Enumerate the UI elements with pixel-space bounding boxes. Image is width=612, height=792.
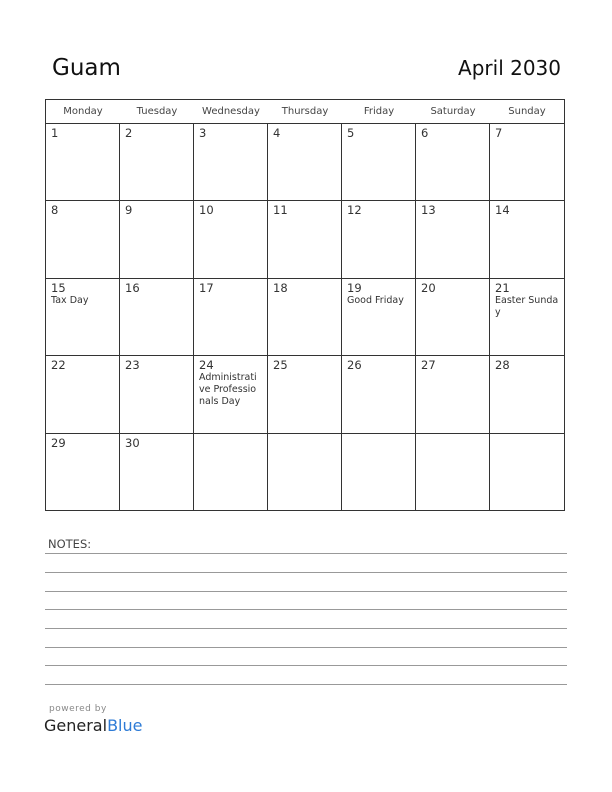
day-cell xyxy=(268,124,342,201)
date-number: 13 xyxy=(421,203,436,218)
date-number: 21 xyxy=(495,280,510,295)
date-number: 20 xyxy=(421,280,436,295)
notes-label: NOTES: xyxy=(48,537,92,551)
date-number: 23 xyxy=(125,358,140,373)
date-number: 2 xyxy=(125,126,133,140)
region-title: Guam xyxy=(52,55,121,81)
day-cell xyxy=(342,201,416,278)
date-number: 25 xyxy=(273,358,288,373)
date-number: 22 xyxy=(51,358,66,373)
note-line xyxy=(45,684,567,685)
date-number: 12 xyxy=(347,203,362,218)
date-number: 14 xyxy=(495,203,510,218)
weekday-sunday: Sunday xyxy=(508,106,546,117)
note-line xyxy=(45,572,567,573)
day-cell xyxy=(416,201,490,278)
day-cell xyxy=(46,279,120,356)
day-cell xyxy=(120,279,194,356)
day-cell xyxy=(194,356,268,433)
brand-general: General xyxy=(44,716,108,735)
day-cell xyxy=(342,124,416,201)
date-number: 17 xyxy=(199,280,214,295)
day-cell xyxy=(46,124,120,201)
generalblue-logo[interactable] xyxy=(44,716,142,735)
note-line xyxy=(45,647,567,648)
day-cell xyxy=(194,124,268,201)
date-number: 3 xyxy=(199,126,207,140)
day-cell xyxy=(416,279,490,356)
date-number: 4 xyxy=(273,126,281,140)
day-cell xyxy=(268,434,342,511)
date-number: 18 xyxy=(273,280,288,295)
day-cell xyxy=(194,201,268,278)
date-number: 26 xyxy=(347,358,362,373)
date-number: 29 xyxy=(51,435,66,450)
date-number: 5 xyxy=(347,126,355,140)
day-cell xyxy=(46,434,120,511)
day-cell xyxy=(342,434,416,511)
weekday-header-row xyxy=(46,100,564,124)
date-number: 27 xyxy=(421,358,436,373)
date-number: 30 xyxy=(125,435,140,450)
day-cell xyxy=(416,434,490,511)
day-cell xyxy=(194,434,268,511)
weekday-friday: Friday xyxy=(363,106,395,117)
date-number: 1 xyxy=(51,126,59,140)
day-cells xyxy=(46,124,564,511)
day-cell xyxy=(120,356,194,433)
powered-by-text: powered by xyxy=(49,704,107,714)
holiday-event: Good Friday xyxy=(347,294,404,306)
date-number: 6 xyxy=(421,126,429,140)
date-number: 9 xyxy=(125,203,133,218)
day-cell xyxy=(46,201,120,278)
brand-blue: Blue xyxy=(107,716,143,735)
holiday-event: Tax Day xyxy=(51,294,89,306)
date-number: 24 xyxy=(199,358,214,373)
date-number: 16 xyxy=(125,280,140,295)
month-title: April 2030 xyxy=(458,56,561,80)
holiday-event: Administrative Professionals Day xyxy=(199,372,257,408)
note-line xyxy=(45,591,567,592)
day-cell xyxy=(416,124,490,201)
day-cell xyxy=(342,356,416,433)
day-cell xyxy=(120,124,194,201)
date-number: 15 xyxy=(51,280,66,295)
day-cell xyxy=(490,124,564,201)
weekday-tuesday: Tuesday xyxy=(136,106,178,117)
weekday-monday: Monday xyxy=(63,106,103,117)
note-line xyxy=(45,609,567,610)
note-line xyxy=(45,553,567,554)
day-cell xyxy=(490,201,564,278)
date-number: 19 xyxy=(347,280,362,295)
day-cell xyxy=(120,434,194,511)
weekday-thursday: Thursday xyxy=(281,106,329,117)
weekday-saturday: Saturday xyxy=(430,106,476,117)
date-number: 7 xyxy=(495,126,503,140)
note-line xyxy=(45,665,567,666)
date-number: 8 xyxy=(51,203,59,218)
day-cell xyxy=(490,434,564,511)
note-line xyxy=(45,628,567,629)
day-cell xyxy=(268,201,342,278)
calendar-grid xyxy=(45,99,565,511)
holiday-event: Easter Sunday xyxy=(495,294,559,318)
date-number: 11 xyxy=(273,203,288,218)
day-cell xyxy=(490,356,564,433)
day-cell xyxy=(46,356,120,433)
day-cell xyxy=(194,279,268,356)
day-cell xyxy=(490,279,564,356)
day-cell xyxy=(268,356,342,433)
date-number: 10 xyxy=(199,203,214,218)
day-cell xyxy=(268,279,342,356)
weekday-wednesday: Wednesday xyxy=(202,106,260,117)
date-number: 28 xyxy=(495,358,510,373)
day-cell xyxy=(342,279,416,356)
day-cell xyxy=(416,356,490,433)
day-cell xyxy=(120,201,194,278)
